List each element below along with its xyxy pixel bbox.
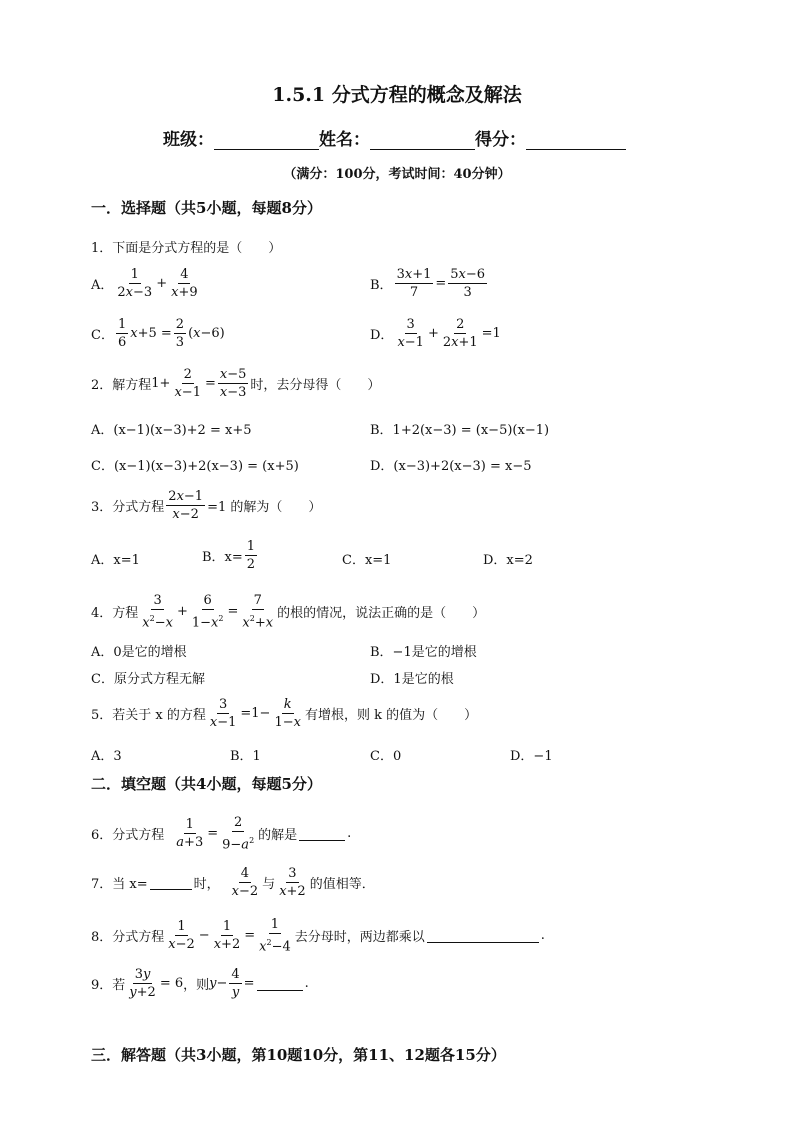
fraction: $\frac{1}{2}$	[246, 539, 256, 572]
q5-option-b: B．1	[230, 749, 261, 764]
q4-option-a: A．0是它的增根	[91, 645, 187, 660]
fraction: $\frac{1}{2x-3}$	[117, 267, 153, 300]
stem-text: 的值相等．	[309, 877, 375, 892]
exam-note: （满分：100分，考试时间：40分钟）	[283, 167, 511, 182]
fraction: $\frac{3}{x-1}$	[209, 697, 237, 730]
answer-blank[interactable]	[150, 875, 192, 890]
answer-blank[interactable]	[427, 928, 539, 943]
fraction: $\frac{2}{x-1}$	[174, 367, 201, 400]
section-heading-solve: 三．解答题（共3小题，第10题10分，第11、12题各15分）	[91, 1046, 506, 1064]
q5-option-d: D．−1	[510, 749, 553, 764]
q4-option-d: D．1是它的根	[370, 672, 454, 687]
q3-option-c: C．x=1	[342, 553, 392, 568]
fraction: $\frac{2}{9-a^2}$	[222, 815, 255, 853]
question-2-stem: 2．解方程 1+ $\frac{2}{x-1}$ = $\frac{x-5}{x-3}$ 时，去分母得（ ）	[91, 367, 381, 400]
score-blank	[526, 129, 626, 150]
question-6-stem: 6．分式方程 $\frac{1}{a+3}$ = $\frac{2}{9-a^2}$ 的解是 .	[91, 815, 352, 853]
class-blank	[214, 129, 319, 150]
fraction: $\frac{4}{x+9}$	[171, 267, 198, 300]
option-letter: D．	[370, 328, 394, 343]
option-text: B．x=	[202, 550, 243, 565]
student-info-row	[163, 125, 626, 150]
class-label: 班级：	[163, 130, 214, 150]
stem-text: 时，去分母得（ ）	[250, 378, 381, 393]
section-heading-choice: 一．选择题（共5小题，每题8分）	[91, 199, 322, 217]
stem-text: 的解是	[258, 828, 298, 844]
stem-text: 9．若	[91, 978, 126, 993]
stem-text: 去分母时，两边都乘以	[294, 930, 425, 946]
q3-option-a: A．x=1	[91, 553, 140, 568]
fraction: $\frac{2}{2x+1}$	[442, 317, 478, 350]
q1-option-a: A． $\frac{1}{2x-3}$ + $\frac{4}{x+9}$	[91, 267, 198, 300]
fraction: $\frac{4}{y}$	[231, 967, 240, 1000]
fraction: $\frac{7}{x^2+x}$	[242, 593, 274, 631]
fraction: $\frac{3x+1}{7}$	[396, 267, 432, 300]
stem-text: =	[243, 976, 255, 991]
fraction: $\frac{1}{a+3}$	[176, 817, 204, 851]
fraction: $\frac{4}{x-2}$	[231, 866, 259, 899]
stem-text: 3．分式方程	[91, 500, 165, 515]
q2-option-c: C．(x−1)(x−3)+2(x−3) = (x+5)	[91, 459, 299, 474]
q4-option-b: B．−1是它的增根	[370, 645, 477, 660]
question-8-stem: 8．分式方程 $\frac{1}{x-2}$ − $\frac{1}{x+2}$ = $\frac{1}{x^2-4}$ 去分母时，两边都乘以 .	[91, 917, 545, 955]
stem-text: 有增根，则 k 的值为（ ）	[304, 708, 478, 723]
question-3-stem	[91, 488, 321, 523]
question-5-stem: 5．若关于 x 的方程 $\frac{3}{x-1}$ =1− $\frac{k}{1-x}$ 有增根，则 k 的值为（ ）	[91, 697, 478, 730]
question-4-stem: 4．方程 $\frac{3}{x^2-x}$ + $\frac{6}{1-x^2}$ = $\frac{7}{x^2+x}$ 的根的情况，说法正确的是（ ）	[91, 593, 486, 631]
answer-blank[interactable]	[299, 826, 345, 841]
q4-option-c: C．原分式方程无解	[91, 672, 205, 687]
option-letter: A．	[91, 278, 114, 293]
q3-option-b	[202, 538, 259, 573]
fraction: $\frac{2x-1}{x-2}$	[168, 489, 204, 522]
fraction: $\frac{k}{1-x}$	[274, 697, 301, 730]
stem-text: 8．分式方程	[91, 930, 165, 946]
question-7-stem	[91, 865, 375, 900]
stem-text: ，则	[183, 978, 210, 993]
section-heading-fill: 二．填空题（共4小题，每题5分）	[91, 775, 322, 793]
stem-text: 5．若关于 x 的方程	[91, 708, 206, 723]
fraction: $\frac{2}{3}$	[175, 317, 185, 350]
question-9-stem: 9．若 $\frac{3y}{y+2}$ = 6 ，则 y− $\frac{4}{y}$ = .	[91, 967, 309, 1000]
fraction: $\frac{1}{x^2-4}$	[259, 917, 291, 955]
q5-option-c: C．0	[370, 749, 402, 764]
fraction: $\frac{5x-6}{3}$	[450, 267, 486, 300]
fraction: $\frac{x-5}{x-3}$	[219, 367, 247, 400]
name-label: 姓名：	[319, 130, 370, 150]
page-title: 1.5.1 分式方程的概念及解法	[272, 84, 522, 106]
stem-text: =1 的解为（ ）	[207, 500, 322, 515]
stem-text: 与	[262, 877, 276, 892]
stem-text: 4．方程	[91, 606, 139, 622]
q2-option-a: A．(x−1)(x−3)+2 = x+5	[91, 423, 252, 438]
q1-option-d: D． $\frac{3}{x-1}$ + $\frac{2}{2x+1}$ =1	[370, 317, 501, 350]
option-letter: B．	[370, 278, 393, 293]
fraction: $\frac{1}{6}$	[117, 317, 127, 350]
name-blank	[370, 129, 475, 150]
q3-option-d: D．x=2	[483, 553, 533, 568]
stem-text: 的根的情况，说法正确的是（ ）	[277, 606, 486, 622]
score-label: 得分：	[475, 130, 526, 150]
question-1-stem: 1．下面是分式方程的是（ ）	[91, 241, 282, 256]
answer-blank[interactable]	[257, 976, 303, 991]
fraction: $\frac{3y}{y+2}$	[129, 967, 156, 1000]
stem-text: 7．当 x=	[91, 877, 148, 892]
fraction: $\frac{3}{x+2}$	[279, 866, 306, 899]
fraction: $\frac{3}{x-1}$	[397, 317, 424, 350]
q5-option-a: A．3	[91, 749, 122, 764]
fraction: $\frac{1}{x-2}$	[168, 919, 195, 953]
q2-option-d: D．(x−3)+2(x−3) = x−5	[370, 459, 532, 474]
fraction: $\frac{6}{1-x^2}$	[191, 593, 224, 631]
fraction: $\frac{3}{x^2-x}$	[142, 593, 173, 631]
q2-option-b: B．1+2(x−3) = (x−5)(x−1)	[370, 423, 550, 438]
stem-text: 时，	[193, 877, 220, 892]
stem-text: 2．解方程	[91, 378, 152, 393]
q1-option-b: B． $\frac{3x+1}{7}$ = $\frac{5x-6}{3}$	[370, 267, 486, 300]
option-letter: C．	[91, 328, 114, 343]
stem-text: 6．分式方程	[91, 828, 165, 844]
q1-option-c: C． $\frac{1}{6}$ x+5 = $\frac{2}{3}$ (x−6)	[91, 317, 225, 350]
fraction: $\frac{1}{x+2}$	[213, 919, 241, 953]
